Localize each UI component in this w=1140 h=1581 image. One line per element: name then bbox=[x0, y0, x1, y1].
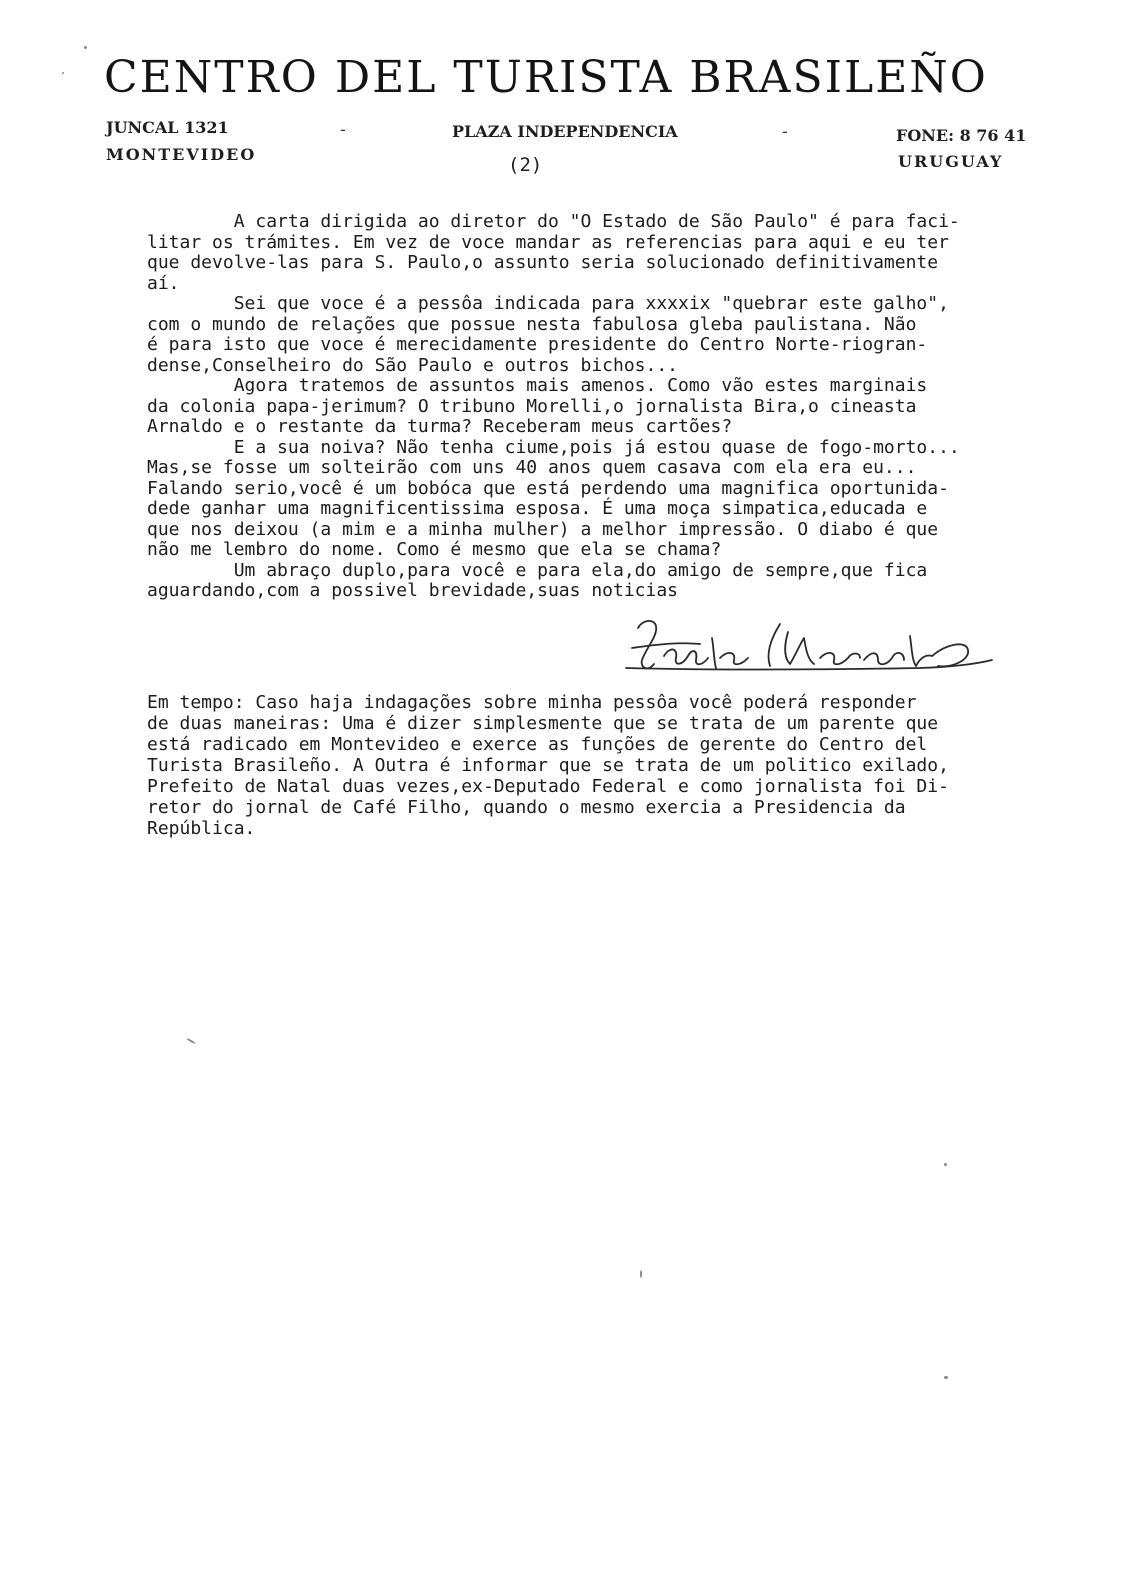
letterhead-separator-right: - bbox=[782, 122, 788, 141]
body-line: Sei que voce é a pessôa indicada para xxxxix "quebrar este galho", bbox=[147, 293, 949, 314]
letterhead-phone: FONE: 8 76 41 bbox=[896, 126, 1027, 145]
scan-speck bbox=[84, 46, 87, 49]
postscript-line: Turista Brasileño. A Outra é informar que se trata de um politico exilado, bbox=[147, 755, 949, 776]
letterhead-country: URUGUAY bbox=[898, 152, 1004, 171]
letter-body bbox=[147, 212, 1107, 602]
postscript-line: Prefeito de Natal duas vezes,ex-Deputado Federal e como jornalista foi Di- bbox=[147, 776, 949, 797]
handwritten-signature bbox=[620, 610, 1000, 690]
postscript-line: de duas maneiras: Uma é dizer simplesmente que se trata de um parente que bbox=[147, 713, 939, 734]
scan-speck bbox=[62, 72, 64, 74]
body-line: litar os trámites. Em vez de voce mandar as referencias para aqui e eu ter bbox=[147, 231, 949, 253]
letterhead-title: CENTRO DEL TURISTA BRASILEÑO bbox=[104, 52, 988, 103]
body-line: com o mundo de relações que possue nesta fabulosa gleba paulistana. Não bbox=[147, 313, 917, 335]
body-line: que devolve-las para S. Paulo,o assunto seria solucionado definitivamente bbox=[147, 252, 939, 273]
body-line: dense,Conselheiro do São Paulo e outros bichos... bbox=[147, 354, 679, 376]
postscript-line: está radicado em Montevideo e exerce as funções de gerente do Centro del bbox=[147, 734, 928, 755]
body-line: A carta dirigida ao diretor do "O Estado de São Paulo" é para faci- bbox=[147, 211, 960, 232]
body-line: Agora tratemos de assuntos mais amenos. Como vão estes marginais bbox=[147, 375, 928, 396]
body-line: Mas,se fosse um solteirão com uns 40 anos quem casava com ela era eu... bbox=[147, 457, 917, 478]
postscript-line: República. bbox=[147, 818, 256, 839]
body-line: Falando serio,você é um bobóca que está perdendo uma magnifica oportunida- bbox=[147, 477, 949, 499]
body-line: não me lembro do nome. Como é mesmo que ela se chama? bbox=[147, 539, 722, 560]
scan-speck bbox=[944, 1163, 947, 1166]
body-line: é para isto que voce é merecidamente presidente do Centro Norte-riogran- bbox=[147, 334, 928, 355]
body-line: dede ganhar uma magnificentissima esposa. É uma moça simpatica,educada e bbox=[147, 498, 928, 519]
body-line: que nos deixou (a mim e a minha mulher) a melhor impressão. O diabo é que bbox=[147, 518, 939, 540]
body-line: da colonia papa-jerimum? O tribuno Morelli,o jornalista Bira,o cineasta bbox=[147, 395, 917, 417]
postscript-line: Em tempo: Caso haja indagações sobre minha pessôa você poderá responder bbox=[147, 692, 917, 713]
postscript bbox=[147, 692, 1107, 839]
letterhead-separator-left: - bbox=[340, 120, 346, 139]
postscript-line: retor do jornal de Café Filho, quando o mesmo exercia a Presidencia da bbox=[147, 797, 906, 818]
letterhead-address: JUNCAL 1321 bbox=[106, 118, 229, 137]
body-line: E a sua noiva? Não tenha ciume,pois já estou quase de fogo-morto... bbox=[147, 436, 960, 458]
body-line: aguardando,com a possivel brevidade,suas noticias bbox=[147, 580, 679, 601]
scan-speck bbox=[640, 1270, 642, 1278]
letterhead-city: MONTEVIDEO bbox=[106, 145, 257, 164]
body-line: Arnaldo e o restante da turma? Receberam meus cartões? bbox=[147, 416, 733, 437]
body-line: aí. bbox=[147, 272, 180, 294]
body-line: Um abraço duplo,para você e para ela,do amigo de sempre,que fica bbox=[147, 559, 928, 581]
page-number: (2) bbox=[508, 154, 543, 176]
scan-speck bbox=[186, 1038, 196, 1045]
scan-speck bbox=[944, 1376, 948, 1379]
letterhead-center: PLAZA INDEPENDENCIA bbox=[452, 122, 678, 141]
